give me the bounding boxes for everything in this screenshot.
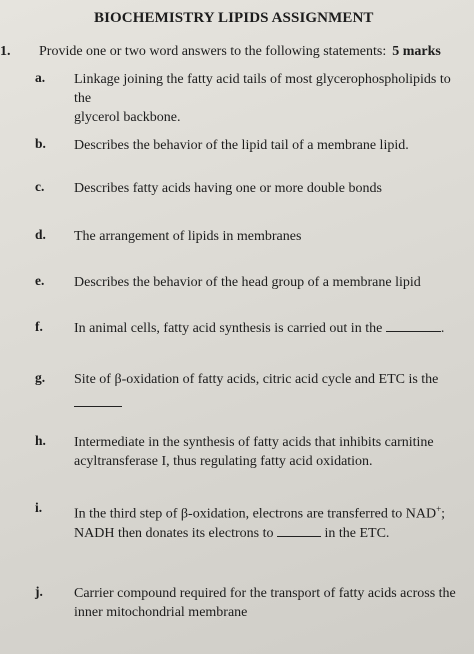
statement-letter: e.	[35, 273, 45, 288]
statement-text	[74, 273, 469, 292]
answer-blank[interactable]	[386, 319, 441, 332]
statement-letter: g.	[35, 370, 46, 385]
statement-text	[74, 370, 469, 407]
statement-text	[74, 70, 469, 127]
statement-letter: a.	[35, 70, 46, 85]
statement-line: Describes the behavior of the head group of a membrane lipid	[74, 275, 421, 290]
statement-line-text: In animal cells, fatty acid synthesis is carried out in the	[74, 321, 383, 336]
statement-text	[74, 319, 469, 338]
statement-text	[74, 500, 469, 543]
statement-text	[74, 584, 469, 622]
statement-letter: j.	[35, 584, 43, 599]
instruction-text: Provide one or two word answers to the following statements:	[39, 44, 387, 59]
statement-line: inner mitochondrial membrane	[74, 605, 248, 620]
statement-line-end: .	[440, 321, 445, 336]
statement-letter: f.	[35, 319, 43, 334]
statement-text	[74, 136, 469, 155]
answer-blank[interactable]	[74, 391, 122, 407]
statement-line: glycerol backbone.	[74, 110, 181, 125]
statement-line-end: ;	[441, 506, 446, 522]
statement-line: acyltransferase I, thus regulating fatty acid oxidation.	[74, 454, 373, 469]
statement-line-text: NADH then donates its electrons to	[74, 525, 274, 541]
statement-letter: c.	[35, 179, 45, 194]
marks-label: 5 marks	[392, 44, 441, 59]
statement-line	[74, 319, 469, 338]
statement-line: Intermediate in the synthesis of fatty acids that inhibits carnitine	[74, 435, 434, 450]
page-title: BIOCHEMISTRY LIPIDS ASSIGNMENT	[94, 10, 374, 26]
superscript-charge: +	[436, 504, 442, 514]
statement-line: Describes fatty acids having one or more double bonds	[74, 181, 382, 196]
statement-line: Site of β-oxidation of fatty acids, citric acid cycle and ETC is the	[74, 372, 439, 387]
answer-blank[interactable]	[277, 524, 321, 537]
statement-letter: b.	[35, 136, 46, 151]
statement-text	[74, 227, 469, 246]
statement-letter: i.	[35, 500, 43, 515]
statement-text	[74, 433, 469, 471]
statement-letter: d.	[35, 227, 46, 242]
statement-line	[74, 524, 469, 543]
question-instruction	[39, 44, 441, 60]
question-number: 1.	[0, 44, 11, 59]
statement-line	[74, 500, 469, 524]
statement-line: Describes the behavior of the lipid tail of a membrane lipid.	[74, 138, 409, 153]
statement-line: The arrangement of lipids in membranes	[74, 229, 302, 244]
statement-line-end: in the ETC.	[324, 525, 390, 541]
statement-line-text: In the third step of β-oxidation, electrons are transferred to NAD	[74, 506, 437, 522]
statement-text	[74, 179, 469, 198]
statement-line: Carrier compound required for the transport of fatty acids across the	[74, 586, 456, 601]
statement-letter: h.	[35, 433, 46, 448]
statement-line: Linkage joining the fatty acid tails of most glycerophospholipids to the	[74, 72, 451, 106]
